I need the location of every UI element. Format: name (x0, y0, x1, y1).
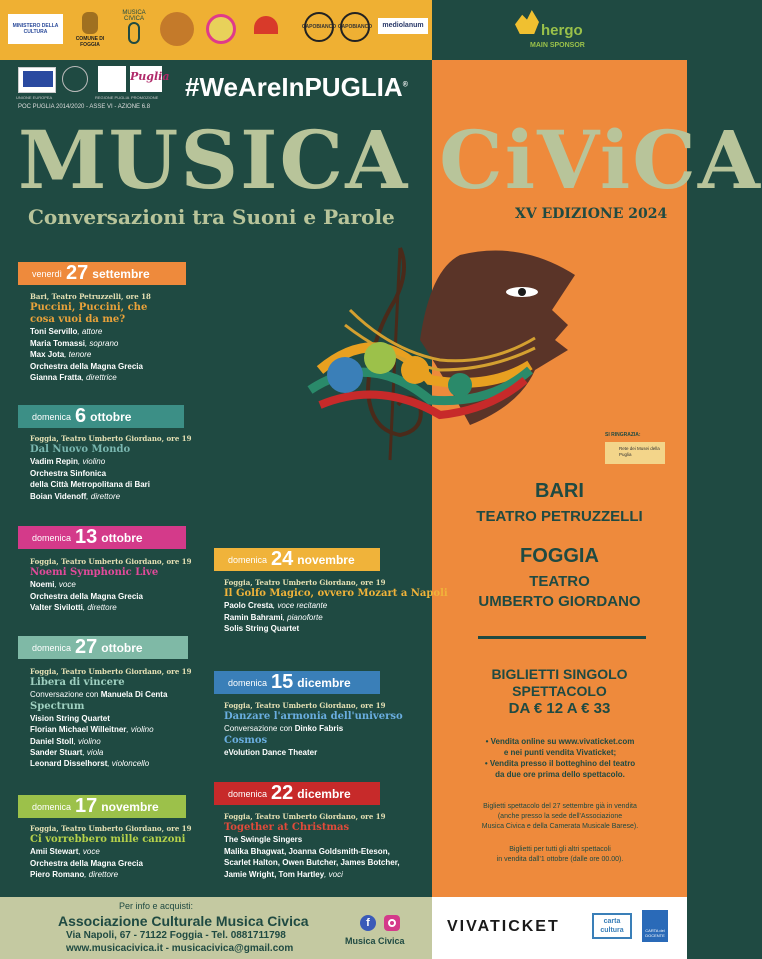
event-month: ottobre (90, 409, 132, 424)
event-title: Together at Christmas (224, 822, 350, 834)
notes-1: Biglietti spettacolo del 27 settembre già in vendita (anche presso la sede dell'Associazione Musica Civica e della Camerata Musicale Barese). (481, 803, 639, 830)
date-bar (18, 405, 184, 428)
musica-civica-small-logo: MUSICA CIVICA (114, 8, 154, 50)
sales-info: • Vendita online su www.vivaticket.com e nei punti vendita Vivaticket; • Vendita presso il botteghino del teatro da due ore prima dello spettacolo. (484, 737, 636, 779)
event-date: 24 (271, 548, 294, 570)
mediolanum-logo: mediolanum (378, 18, 428, 34)
page-title: MUSICA CiViCA (18, 113, 762, 207)
performer-line: Orchestra della Magna Grecia (30, 591, 143, 601)
event-title: Ci vorrebbero mille canzoni (30, 834, 186, 846)
event-day: domenica (228, 788, 268, 799)
hashtag: #WeAreInPUGLIA® (185, 72, 408, 102)
sponsor-logo-4 (160, 12, 194, 46)
performer-line: Gianna Fratta, direttrice (30, 373, 117, 383)
promozione-label: PROMOZIONE (131, 95, 159, 100)
performer-line: Piero Romano, direttore (30, 870, 119, 880)
event-date: 13 (75, 526, 98, 548)
event-conversation: Conversazione con Dinko Fabris (224, 724, 344, 734)
poc-label: POC PUGLIA 2014/2020 - ASSE VI - AZIONE 6.8 (18, 104, 151, 110)
event-day: domenica (228, 554, 268, 565)
vivaticket-logo: VIVATICKET (447, 918, 560, 935)
footer-text: Per info e acquisti: (118, 901, 194, 911)
rete-musei-logo: Rete dei Musei della Puglia (605, 442, 665, 464)
event-day: domenica (32, 532, 72, 543)
event-date: 15 (271, 671, 294, 693)
ministero-cultura-logo: MINISTERO DELLA CULTURA (8, 14, 63, 44)
republic-emblem-icon (62, 66, 88, 92)
event-date: 17 (75, 795, 98, 817)
performer-line: Vadim Repin, violino (30, 457, 106, 467)
performer-line: Jamie Wright, Tom Hartley, voci (224, 869, 343, 879)
performer-line: eVolution Dance Theater (224, 747, 318, 757)
date-bar (18, 795, 186, 818)
eu-label: UNIONE EUROPEA (16, 95, 53, 100)
instagram-icon[interactable] (384, 915, 400, 931)
event-details (30, 823, 191, 881)
event-month: settembre (92, 266, 150, 281)
date-bar (214, 782, 380, 805)
fondazione-logo (246, 14, 286, 44)
eu-flag-logo (18, 67, 56, 93)
sponsor-logo-5 (206, 14, 236, 44)
event-month: novembre (101, 799, 159, 814)
performer-line: Boian Videnoff, direttore (30, 491, 121, 501)
event-title-2: Cosmos (224, 734, 268, 746)
performer-line: Max Jota, tenore (30, 350, 92, 360)
performer-line: Scarlet Halton, Owen Butcher, James Botcher, (224, 858, 400, 868)
puglia-promozione-logo: Puglia (130, 66, 162, 92)
event-date: 22 (271, 782, 294, 804)
performer-line: The Swingle Singers (224, 835, 303, 845)
bari-theatre: TEATRO PETRUZZELLI (476, 508, 643, 525)
event-day: domenica (32, 801, 72, 812)
event-day: domenica (32, 411, 72, 422)
performer-line: Orchestra Sinfonica (30, 468, 107, 478)
tickets-line1: BIGLIETTI SINGOLO (491, 666, 628, 682)
event-venue: Foggia, Teatro Umberto Giordano, ore 19 (224, 812, 386, 821)
carta-docente-logo: CARTA del DOCENTE (642, 910, 668, 942)
divider (478, 636, 646, 639)
event-date: 27 (75, 636, 98, 658)
foggia-theatre-line2: UMBERTO GIORDANO (478, 593, 641, 610)
performer-line: Paolo Cresta, voce recitante (224, 601, 328, 611)
event-title: Puccini, Puccini, che cosa vuoi da me? (30, 302, 148, 326)
edition-label: XV EDIZIONE 2024 (515, 206, 668, 222)
event-day: venerdì (32, 268, 63, 279)
performer-line: Noemi, voce (30, 580, 76, 590)
event-title: Libera di vincere (30, 677, 125, 689)
event-venue: Foggia, Teatro Umberto Giordano, ore 19 (30, 434, 192, 443)
facebook-icon[interactable]: f (360, 915, 376, 931)
footer-web: www.musicacivica.it - musicacivica@gmail.com (66, 943, 294, 954)
event-date: 6 (75, 405, 87, 427)
comune-foggia-logo: COMUNE DI FOGGIA (70, 10, 110, 48)
performer-line: Solis String Quartet (224, 624, 300, 634)
performer-line: Amii Stewart, voce (30, 847, 100, 857)
event-venue: Foggia, Teatro Umberto Giordano, ore 19 (30, 824, 192, 833)
performer-line: Orchestra della Magna Grecia (30, 361, 143, 371)
event-title: Dal Nuovo Mondo (30, 444, 131, 456)
footer-org: Associazione Culturale Musica Civica (58, 913, 309, 929)
page-subtitle: Conversazioni tra Suoni e Parole (28, 205, 395, 229)
carta-cultura-logo: carta cultura (592, 913, 632, 939)
event-details (30, 666, 191, 770)
performer-line: Florian Michael Willeitner, violino (30, 725, 154, 735)
event-details (224, 577, 448, 635)
capobianco-logo-2: CAPOBIANCO (340, 12, 370, 42)
event-title: Danzare l'armonia dell'universo (224, 711, 403, 723)
date-bar (214, 671, 380, 694)
event-details (224, 700, 403, 758)
performer-line: Sander Stuart, viola (30, 748, 104, 758)
performer-line: Daniel Stoll, violino (30, 736, 101, 746)
event-conversation: Conversazione con Manuela Di Centa (30, 690, 168, 700)
event-month: ottobre (101, 640, 143, 655)
event-details (30, 556, 191, 614)
event-title: Il Golfo Magico, ovvero Mozart a Napoli (224, 588, 448, 600)
regione-label: REGIONE PUGLIA (95, 95, 130, 100)
date-bar (214, 548, 380, 571)
date-bar (18, 636, 188, 659)
notes-2: Biglietti per tutti gli altri spettacoli in vendita dall'1 ottobre (dalle ore 00.00). (496, 846, 624, 863)
event-venue: Foggia, Teatro Umberto Giordano, ore 19 (30, 557, 192, 566)
event-title: Noemi Symphonic Live (30, 567, 159, 579)
performer-line: Valter Sivilotti, direttore (30, 603, 117, 613)
date-bar (18, 526, 186, 549)
event-month: dicembre (297, 786, 351, 801)
event-venue: Foggia, Teatro Umberto Giordano, ore 19 (224, 578, 386, 587)
footer-address: Via Napoli, 67 - 71122 Foggia - Tel. 0881711798 (66, 930, 286, 941)
date-bar (18, 262, 186, 285)
social-label: Musica Civica (345, 936, 405, 946)
city-bari: BARI (535, 480, 584, 502)
performer-line: Ramin Bahrami, pianoforte (224, 612, 323, 622)
foggia-theatre-line1: TEATRO (529, 573, 590, 590)
performer-line: della Città Metropolitana di Bari (30, 480, 151, 490)
performer-line: Orchestra della Magna Grecia (30, 858, 143, 868)
main-sponsor-label: MAIN SPONSOR (530, 42, 585, 49)
thanks-label: SI RINGRAZIA: (605, 432, 641, 438)
event-month: novembre (297, 552, 355, 567)
event-details (30, 291, 151, 383)
event-month: ottobre (101, 530, 143, 545)
event-venue: Foggia, Teatro Umberto Giordano, ore 19 (224, 701, 386, 710)
event-title-2: Spectrum (30, 700, 85, 712)
performer-line: Maria Tomassi, soprano (30, 338, 119, 348)
capobianco-logo-1: CAPOBIANCO (304, 12, 334, 42)
hergo-logo: hergo (541, 22, 583, 39)
performer-line: Malika Bhagwat, Joanna Goldsmith-Eteson, (224, 846, 390, 856)
performer-line: Toni Servillo, attore (30, 327, 103, 337)
event-day: domenica (228, 677, 268, 688)
event-details (224, 811, 400, 880)
regione-puglia-logo (98, 66, 126, 92)
event-venue: Bari, Teatro Petruzzelli, ore 18 (30, 292, 151, 301)
performer-line: Leonard Disselhorst, violoncello (30, 759, 150, 769)
tickets-price: DA € 12 A € 33 (508, 700, 611, 717)
performer-line: Vision String Quartet (30, 713, 110, 723)
event-day: domenica (32, 642, 72, 653)
tickets-line2: SPETTACOLO (512, 683, 607, 699)
event-venue: Foggia, Teatro Umberto Giordano, ore 19 (30, 667, 192, 676)
city-foggia: FOGGIA (520, 545, 599, 567)
event-month: dicembre (297, 675, 351, 690)
event-details (30, 433, 191, 502)
event-date: 27 (66, 262, 89, 284)
